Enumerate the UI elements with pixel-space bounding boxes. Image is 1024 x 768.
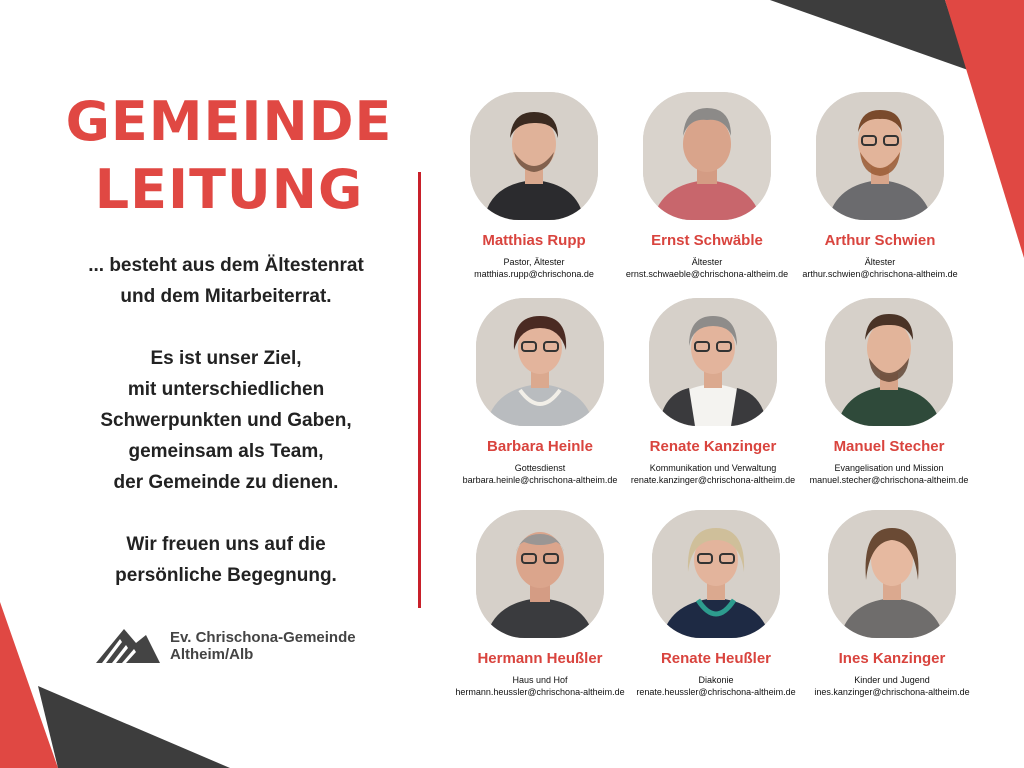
logo-line-2: Altheim/Alb [170, 646, 254, 663]
member-email[interactable]: barbara.heinle@chrischona-altheim.de [462, 475, 618, 485]
intro-line: Schwerpunkten und Gaben, [100, 410, 352, 431]
person-portrait-icon [649, 298, 777, 426]
member-role: Evangelisation und Mission [834, 463, 944, 473]
member-card [450, 510, 630, 699]
person-portrait-icon [652, 510, 780, 638]
member-photo [652, 510, 780, 638]
member-card [444, 92, 624, 281]
member-card [799, 298, 979, 487]
member-role: Haus und Hof [512, 675, 568, 685]
member-email[interactable]: ernst.schwaeble@chrischona-altheim.de [625, 269, 789, 279]
member-email[interactable]: arthur.schwien@chrischona-altheim.de [802, 269, 958, 279]
member-photo [828, 510, 956, 638]
member-role: Ältester [864, 257, 896, 267]
member-photo [816, 92, 944, 220]
member-role: Pastor, Ältester [503, 257, 565, 267]
title-line-1: GEMEINDE [65, 90, 393, 153]
member-name: Renate Kanzinger [649, 438, 777, 455]
person-portrait-icon [476, 298, 604, 426]
member-email[interactable]: manuel.stecher@chrischona-altheim.de [809, 475, 969, 485]
member-card [802, 510, 982, 699]
intro-line: Wir freuen uns auf die [126, 534, 326, 555]
member-photo [643, 92, 771, 220]
page-title [64, 88, 394, 224]
intro-line: persönliche Begegnung. [115, 565, 337, 586]
member-name: Matthias Rupp [482, 232, 586, 249]
intro-line: ... besteht aus dem Ältestenrat [88, 255, 364, 276]
vertical-divider [418, 172, 421, 608]
member-photo [476, 510, 604, 638]
intro-line: gemeinsam als Team, [128, 441, 324, 462]
member-role: Kinder und Jugend [854, 675, 930, 685]
person-portrait-icon [470, 92, 598, 220]
member-name: Ines Kanzinger [838, 650, 946, 667]
member-photo [476, 298, 604, 426]
member-name: Renate Heußler [660, 650, 772, 667]
member-card [626, 510, 806, 699]
intro-line: mit unterschiedlichen [127, 379, 325, 400]
member-name: Hermann Heußler [477, 650, 603, 667]
member-name: Manuel Stecher [833, 438, 945, 455]
mountain-logo-icon [96, 625, 160, 663]
intro-line: Es ist unser Ziel, [150, 348, 302, 369]
member-name: Arthur Schwien [824, 232, 936, 249]
member-role: Gottesdienst [514, 463, 566, 473]
person-portrait-icon [476, 510, 604, 638]
member-card [617, 92, 797, 281]
member-email[interactable]: renate.kanzinger@chrischona-altheim.de [630, 475, 796, 485]
church-logo [96, 625, 366, 665]
member-email[interactable]: renate.heussler@chrischona-altheim.de [636, 687, 796, 697]
person-portrait-icon [816, 92, 944, 220]
member-card [450, 298, 630, 487]
member-role: Kommunikation und Verwaltung [649, 463, 777, 473]
intro-text [70, 250, 382, 591]
member-role: Ältester [691, 257, 723, 267]
member-photo [649, 298, 777, 426]
intro-line: der Gemeinde zu dienen. [113, 472, 339, 493]
member-photo [470, 92, 598, 220]
member-name: Ernst Schwäble [651, 232, 763, 249]
member-photo [825, 298, 953, 426]
member-email[interactable]: matthias.rupp@chrischona.de [474, 269, 594, 279]
person-portrait-icon [825, 298, 953, 426]
person-portrait-icon [828, 510, 956, 638]
member-role: Diakonie [698, 675, 734, 685]
member-name: Barbara Heinle [487, 438, 593, 455]
logo-line-1: Ev. Chrischona-Gemeinde [170, 629, 356, 646]
title-line-2: LEITUNG [94, 158, 364, 221]
person-portrait-icon [643, 92, 771, 220]
member-card [623, 298, 803, 487]
member-email[interactable]: ines.kanzinger@chrischona-altheim.de [814, 687, 970, 697]
intro-line: und dem Mitarbeiterrat. [120, 286, 332, 307]
member-email[interactable]: hermann.heussler@chrischona-altheim.de [455, 687, 625, 697]
member-card [790, 92, 970, 281]
